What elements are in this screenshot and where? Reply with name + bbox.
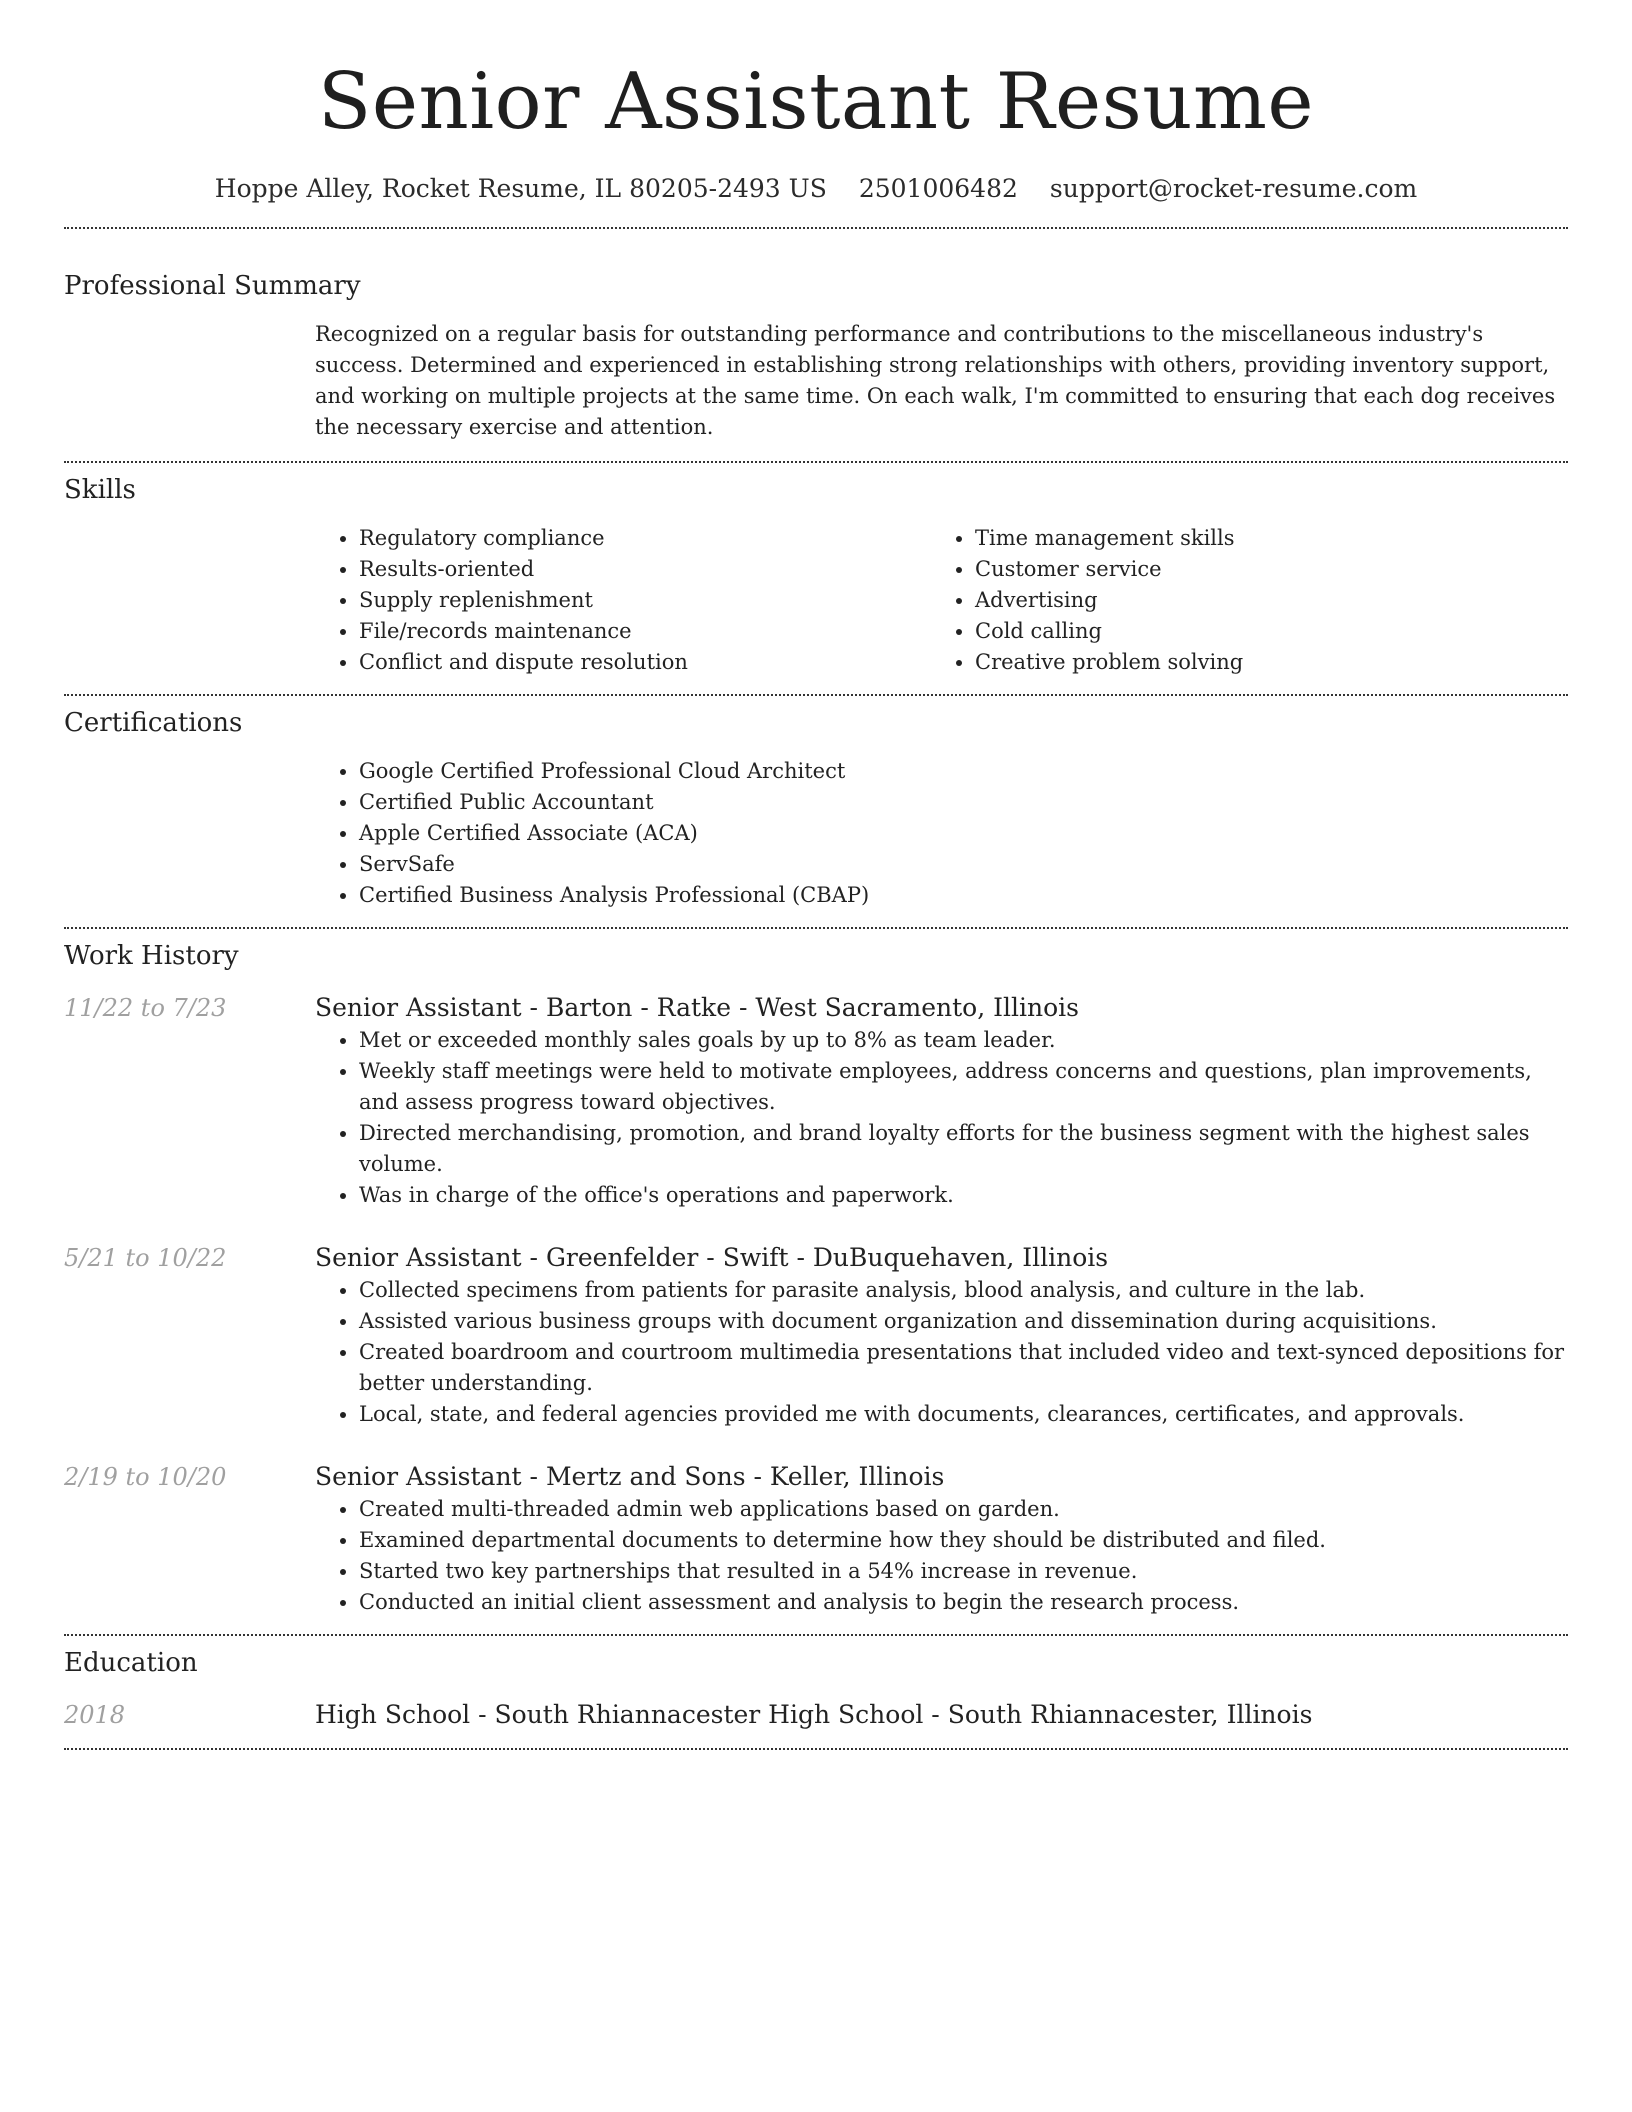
contact-email: support@rocket-resume.com: [1049, 174, 1418, 203]
job-body: [315, 1460, 1568, 1618]
job-bullet: • Created boardroom and courtroom multimedia presentations that included video and text-synced depositions for better understanding.: [359, 1337, 1568, 1399]
education-entry: [64, 1698, 1568, 1732]
divider: [64, 927, 1568, 929]
job-entry: [64, 1241, 1568, 1430]
divider: [64, 227, 1568, 229]
divider: [64, 1634, 1568, 1636]
certifications-content: [315, 756, 1568, 911]
certification-item: • Certified Public Accountant: [359, 787, 1568, 818]
job-body: [315, 1241, 1568, 1430]
contact-line: [0, 174, 1632, 203]
job-bullets: [315, 1494, 1568, 1618]
divider: [64, 461, 1568, 463]
education-heading: Education: [64, 1648, 198, 1678]
job-bullet: • Directed merchandising, promotion, and brand loyalty efforts for the business segment with the highest sales volume.: [359, 1118, 1568, 1180]
job-entry: [64, 991, 1568, 1211]
skill-item: • Regulatory compliance: [359, 523, 931, 554]
certifications-section: [64, 708, 1568, 911]
job-bullet: • Was in charge of the office's operations and paperwork.: [359, 1180, 1568, 1211]
job-bullet: • Collected specimens from patients for parasite analysis, blood analysis, and culture in the lab.: [359, 1275, 1568, 1306]
contact-phone: 2501006482: [858, 174, 1018, 203]
job-date: 5/21 to 10/22: [64, 1244, 227, 1272]
job-bullet: • Met or exceeded monthly sales goals by up to 8% as team leader.: [359, 1025, 1568, 1056]
job-bullet: • Created multi-threaded admin web applications based on garden.: [359, 1494, 1568, 1525]
skill-item: • Creative problem solving: [975, 647, 1547, 678]
certification-item: • Apple Certified Associate (ACA): [359, 818, 1568, 849]
certifications-list: [315, 756, 1568, 911]
job-bullet: • Conducted an initial client assessment and analysis to begin the research process.: [359, 1587, 1568, 1618]
skill-item: • Advertising: [975, 585, 1547, 616]
summary-section: [64, 271, 1568, 443]
certification-item: • ServSafe: [359, 849, 1568, 880]
divider: [64, 1748, 1568, 1750]
education-body: [315, 1698, 1568, 1732]
job-bullets: [315, 1025, 1568, 1211]
job-title: Senior Assistant - Mertz and Sons - Keller, Illinois: [315, 1462, 945, 1491]
contact-address: Hoppe Alley, Rocket Resume, IL 80205-2493 US: [214, 174, 827, 203]
job-bullet: • Started two key partnerships that resulted in a 54% increase in revenue.: [359, 1556, 1568, 1587]
skills-content: [315, 523, 1568, 678]
job-date: 2/19 to 10/20: [64, 1463, 227, 1491]
job-title: Senior Assistant - Barton - Ratke - West Sacramento, Illinois: [315, 993, 1079, 1022]
job-bullet: • Local, state, and federal agencies provided me with documents, clearances, certificates, and approvals.: [359, 1399, 1568, 1430]
skill-item: • Conflict and dispute resolution: [359, 647, 931, 678]
education-title: High School - South Rhiannacester High School - South Rhiannacester, Illinois: [315, 1700, 1313, 1729]
summary-heading: Professional Summary: [64, 271, 361, 301]
certification-item: • Google Certified Professional Cloud Architect: [359, 756, 1568, 787]
skills-column-left: [315, 523, 931, 678]
skills-list-left: [315, 523, 931, 678]
work-history-heading: Work History: [64, 941, 239, 971]
skills-heading: Skills: [64, 475, 136, 505]
skills-list-right: [931, 523, 1547, 678]
job-title: Senior Assistant - Greenfelder - Swift - DuBuquehaven, Illinois: [315, 1243, 1109, 1272]
job-bullet: • Assisted various business groups with document organization and dissemination during acquisitions.: [359, 1306, 1568, 1337]
summary-text: Recognized on a regular basis for outstanding performance and contributions to the miscellaneous industry's success. Determined and experienced in establishing strong relationships with others, providing inventory support, and working on multiple projects at the same time. On each walk, I'm committed to ensuring that each dog receives the necessary exercise and attention.: [315, 322, 1556, 439]
job-bullets: [315, 1275, 1568, 1430]
work-history-section: [64, 941, 1568, 1618]
education-section: [64, 1648, 1568, 1732]
skill-item: • File/records maintenance: [359, 616, 931, 647]
skills-columns: [315, 523, 1568, 678]
job-body: [315, 991, 1568, 1211]
resume-title: Senior Assistant Resume: [317, 57, 1315, 147]
job-bullet: • Examined departmental documents to determine how they should be distributed and filed.: [359, 1525, 1568, 1556]
resume-header: [0, 0, 1632, 203]
skills-section: [64, 475, 1568, 678]
summary-content: [315, 319, 1568, 443]
job-date: 11/22 to 7/23: [64, 994, 227, 1022]
certification-item: • Certified Business Analysis Professional (CBAP): [359, 880, 1568, 911]
divider: [64, 694, 1568, 696]
education-date: 2018: [64, 1701, 126, 1729]
job-bullet: • Weekly staff meetings were held to motivate employees, address concerns and questions, plan improvements, and assess progress toward objectives.: [359, 1056, 1568, 1118]
skill-item: • Supply replenishment: [359, 585, 931, 616]
job-entry: [64, 1460, 1568, 1618]
skill-item: • Cold calling: [975, 616, 1547, 647]
skills-column-right: [931, 523, 1547, 678]
skill-item: • Customer service: [975, 554, 1547, 585]
certifications-heading: Certifications: [64, 708, 243, 738]
skill-item: • Time management skills: [975, 523, 1547, 554]
skill-item: • Results-oriented: [359, 554, 931, 585]
